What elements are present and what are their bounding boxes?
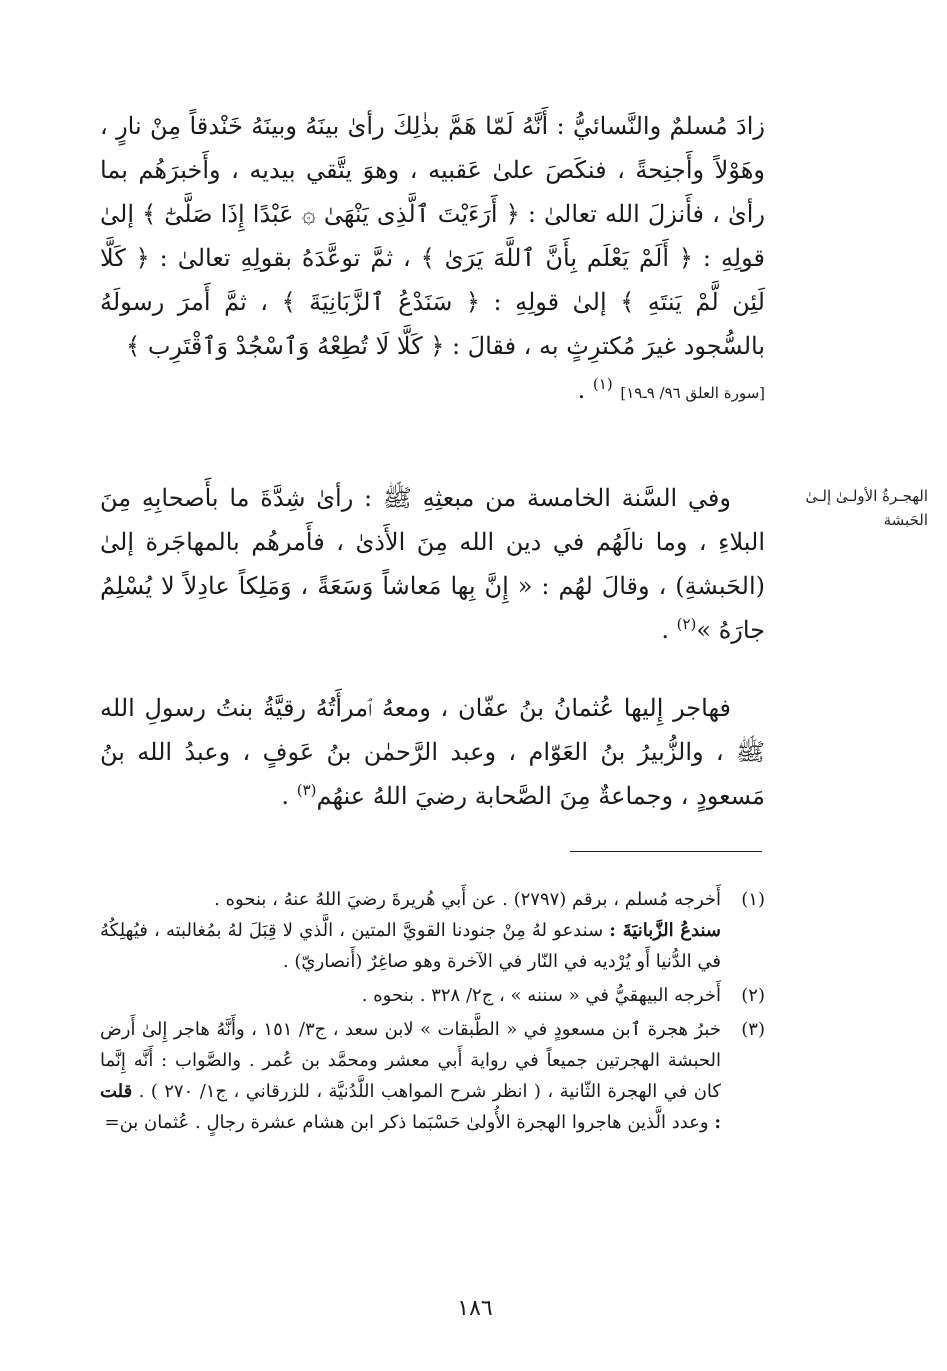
footnote-body xyxy=(100,884,721,977)
footnote-term: قلت : xyxy=(100,1081,721,1133)
footnote-2 xyxy=(100,980,765,1011)
footnote-ref-3[interactable]: (٣) xyxy=(296,781,317,799)
footnote-term-text: وعدد الَّذين هاجروا الهجرة الأُولىٰ حَسْبَما ذكر ابن هشام عشرة رجالٍ . عُثمان بن= xyxy=(104,1112,709,1133)
paragraph2-end: . xyxy=(661,616,669,644)
page-number: ١٨٦ xyxy=(457,1296,493,1321)
footnote-text: أَخرجه مُسلم ، برقم (٢٧٩٧) . عن أَبي هُريرةَ رضيَ اللهُ عنهُ ، بنحوه . xyxy=(214,889,721,910)
quran-citation: [سورة العلق ٩٦/ ٩ـ١٩] xyxy=(620,384,765,402)
paragraph1-end: . xyxy=(577,376,586,404)
footnote-ref-1[interactable]: (١) xyxy=(592,375,613,393)
footnote-number: (٢) xyxy=(741,985,765,1006)
paragraph2-text: وفي السَّنة الخامسة من مبعثِهِ ﷺ : رأىٰ شِدَّةَ ما بأَصحابِهِ مِنَ البلاءِ ، وما نالَهُم في دين الله مِنَ الأَذىٰ ، فأَمرهُم بالمهاجَرة إلىٰ (الحَبشةِ) ، وقالَ لهُم : « إِنَّ بِها مَعاشاً وَسَعَةً ، وَمَلِكاً عادِلاً لا يُسْلِمُ جارَهُ » xyxy=(100,484,765,644)
paragraph1-text: زادَ مُسلمٌ والنَّسائيُّ : أَنَّهُ لَمّا هَمَّ بذٰلِكَ رأىٰ بينَهُ وبينَهُ خَنْدقاً مِنْ نارٍ ، وهَوْلاً وأَجنِحةً ، فنكَصَ علىٰ عَقبيه ، وهوَ يتَّقي بيديه ، وأَخبرَهُم بما رأىٰ ، فأَنزلَ الله تعالىٰ : ﴿ أَرَءَيْتَ ٱلَّذِى يَنْهَىٰ ۞ عَبْدًا إِذَا صَلَّىٰٓ ﴾ إلىٰ قولِهِ : ﴿ أَلَمْ يَعْلَم بِأَنَّ ٱللَّهَ يَرَىٰ ﴾ ، ثمَّ توعَّدَهُ بقولِهِ تعالىٰ : ﴿ كَلَّا لَئِن لَّمْ يَنتَهِ ﴾ إلىٰ قولِهِ : ﴿ سَنَدْعُ ٱلزَّبَانِيَةَ ﴾ ، ثمَّ أَمرَ رسولَهُ بالسُّجود غيرَ مُكترِثٍ به ، فقالَ : ﴿ كَلَّا لَا تُطِعْهُ وَٱسْجُدْ وَٱقْتَرِب ﴾ xyxy=(100,112,765,360)
paragraph-quran-revelation xyxy=(100,104,765,415)
footnote-ref-2[interactable]: (٢) xyxy=(676,615,697,633)
footnote-number: (٣) xyxy=(741,1019,765,1040)
footnote-3 xyxy=(100,1014,765,1138)
footnotes xyxy=(100,884,765,1141)
margin-note-first-hijra: الهجـرةُ الأولـىٰ إلـىٰ الحَبشة xyxy=(805,487,928,529)
footnote-1 xyxy=(100,884,765,977)
paragraph3-text: فهاجر إِليها عُثمانُ بنُ عفّان ، ومعهُ ٱمرأَتُهُ رقيَّةُ بنتُ رسولِ الله ﷺ ، والزُّبيرُ بنُ العَوّام ، وعبد الرَّحمٰن بنُ عَوفٍ ، وعبدُ الله بنُ مَسعودٍ ، وجماعةٌ مِنَ الصَّحابة رضيَ اللهُ عنهُم xyxy=(100,694,765,810)
paragraph-emigrants xyxy=(100,686,765,818)
footnote-body: أَخرجه البيهقيُّ في « سننه » ، ج٢/ ٣٢٨ . بنحوه . xyxy=(361,985,721,1006)
footnote-separator xyxy=(570,851,762,852)
paragraph3-end: . xyxy=(281,782,290,810)
footnote-term: سندعُ الزَّبانيَةَ : xyxy=(609,920,721,941)
footnote-term-text: سندعو لهُ مِنْ جنودنا القويَّ المتين ، الَّذي لا قِبَلَ لهُ بمُغالبته ، فيُهلِكُهُ في الدُّنيا أَو يُرْديه في النّار في الآخرة وهو صاغِرٌ (أَنصاريّ) . xyxy=(100,920,721,972)
paragraph-abyssinia-hijra xyxy=(100,476,765,652)
footnote-body xyxy=(100,1014,721,1138)
footnote-number: (١) xyxy=(741,889,765,910)
footnote-text: خبرُ هجرة ٱبن مسعودٍ في « الطَّبقات » لابن سعد ، ج٣/ ١٥١ ، وأَنَّهُ هاجر إِلىٰ أَرض الحبشة الهجرتين جميعاً في رواية أَبي معشر ومحمَّد بن عُمر . والصَّواب : أَنَّه إِنَّما كان في الهجرة الثّانية ، ( انظر شرح المواهب اللَّدُنيَّة ، للزرقاني ، ج١/ ٢٧٠ ) . xyxy=(100,1019,721,1102)
